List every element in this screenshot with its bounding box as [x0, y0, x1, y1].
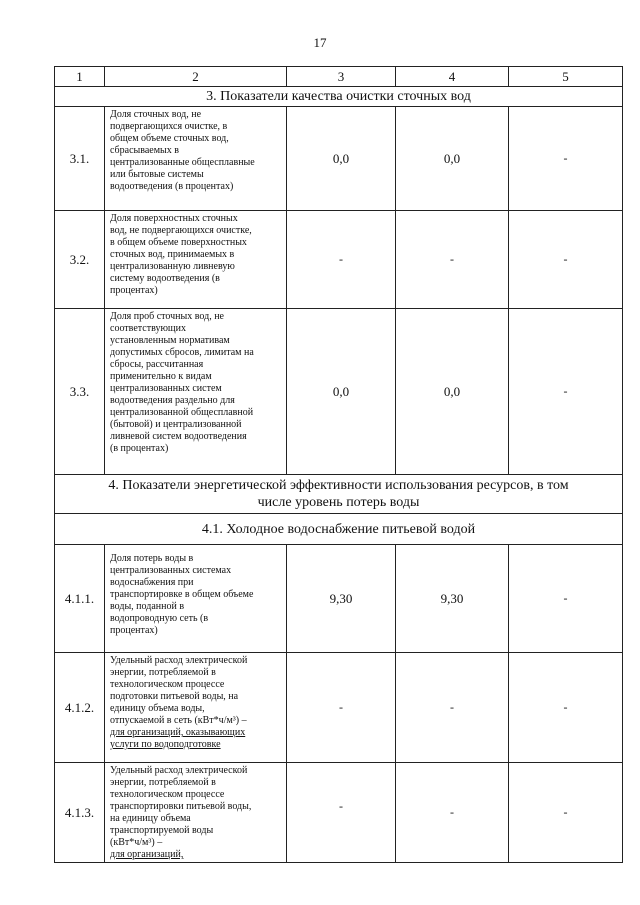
- table-row: [55, 211, 623, 309]
- indicators-table: [54, 66, 623, 863]
- row-description: Удельный расход электрической энергии, потребляемой в технологическом процессе подготовки питьевой воды, на единицу объема воды, отпускаемой в сеть (кВт*ч/м³) – для организаций, оказывающих услуги по водоподготовке: [105, 653, 287, 763]
- value-col-4: -: [396, 763, 509, 863]
- table-row: [55, 309, 623, 475]
- value-col-5: -: [509, 309, 623, 475]
- header-col-5: 5: [509, 67, 623, 87]
- header-col-4: 4: [396, 67, 509, 87]
- header-col-3: 3: [287, 67, 396, 87]
- row-description: Удельный расход электрической энергии, потребляемой в технологическом процессе транспортировки питьевой воды, на единицу объема транспортируемой воды (кВт*ч/м³) – для организаций,: [105, 763, 287, 863]
- row-number: 3.1.: [55, 107, 105, 211]
- row-number: 4.1.1.: [55, 545, 105, 653]
- table-row: [55, 107, 623, 211]
- table-row: [55, 545, 623, 653]
- value-col-3: -: [287, 653, 396, 763]
- row-number: 4.1.2.: [55, 653, 105, 763]
- row-description: Доля проб сточных вод, не соответствующих установленным нормативам допустимых сбросов, лимитам на сбросы, рассчитанная применительно к видам централизованных систем водоотведения раздельно для централизованной общесплавной (бытовой) и централизованной ливневой систем водоотведения (в процентах): [105, 309, 287, 475]
- header-col-2: 2: [105, 67, 287, 87]
- row-number: 4.1.3.: [55, 763, 105, 863]
- value-col-3: -: [287, 211, 396, 309]
- value-col-5: -: [509, 545, 623, 653]
- section-3-row: [55, 87, 623, 107]
- value-col-3: 0,0: [287, 309, 396, 475]
- section-4-row: [55, 475, 623, 514]
- row-description: Доля сточных вод, не подвергающихся очистке, в общем объеме сточных вод, сбрасываемых в централизованные общесплавные или бытовые системы водоотведения (в процентах): [105, 107, 287, 211]
- value-col-4: 0,0: [396, 107, 509, 211]
- value-col-3: 9,30: [287, 545, 396, 653]
- value-col-4: -: [396, 653, 509, 763]
- section-3-title: 3. Показатели качества очистки сточных вод: [55, 87, 623, 107]
- row-number: 3.2.: [55, 211, 105, 309]
- page-number: 17: [313, 35, 327, 50]
- value-col-5: -: [509, 763, 623, 863]
- value-col-3: 0,0: [287, 107, 396, 211]
- value-col-5: -: [509, 211, 623, 309]
- table-row: [55, 653, 623, 763]
- row-description: Доля потерь воды в централизованных системах водоснабжения при транспортировке в общем объеме воды, поданной в водопроводную сеть (в процентах): [105, 545, 287, 653]
- table-header-row: [55, 67, 623, 87]
- section-4-1-title: 4.1. Холодное водоснабжение питьевой водой: [55, 514, 623, 545]
- value-col-5: -: [509, 653, 623, 763]
- section-4-title: 4. Показатели энергетической эффективности использования ресурсов, в том числе уровень потерь воды: [55, 475, 623, 514]
- table-row: [55, 763, 623, 863]
- value-col-4: -: [396, 211, 509, 309]
- section-4-1-row: [55, 514, 623, 545]
- header-col-1: 1: [55, 67, 105, 87]
- value-col-4: 0,0: [396, 309, 509, 475]
- value-col-3: -: [287, 763, 396, 863]
- row-number: 3.3.: [55, 309, 105, 475]
- value-col-4: 9,30: [396, 545, 509, 653]
- row-description: Доля поверхностных сточных вод, не подвергающихся очистке, в общем объеме поверхностных сточных вод, принимаемых в централизованную ливневую систему водоотведения (в процентах): [105, 211, 287, 309]
- value-col-5: -: [509, 107, 623, 211]
